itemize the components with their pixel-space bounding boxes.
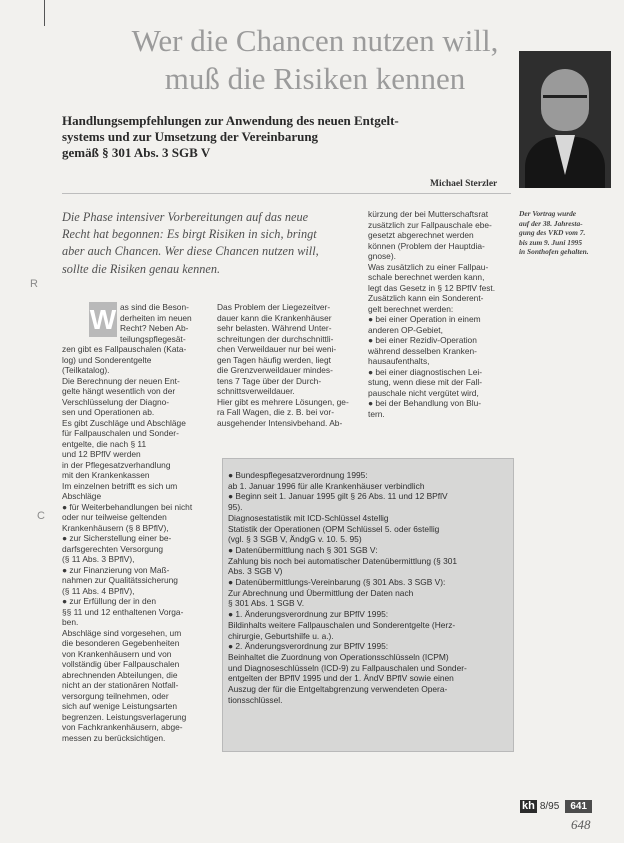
col3-line: ● bei einer Rezidiv-Operation xyxy=(368,335,477,345)
box-line: Diagnosestatistik mit ICD-Schlüssel 4stellig xyxy=(228,512,389,523)
col2-line: ausgehender Intensivbehand. Ab- xyxy=(217,417,343,428)
col1-line: messen zu berücksichtigen. xyxy=(62,732,166,743)
photo-glasses xyxy=(543,95,587,108)
col1-line: sen und Operationen ab. xyxy=(62,407,155,417)
col1-line: as sind die Beson- xyxy=(120,302,189,312)
col1-line: Im einzelnen betrifft es sich um xyxy=(62,480,178,491)
col2-line: gen Tagen häufig werden, liegt xyxy=(217,354,331,365)
col3-line: während desselben Kranken- xyxy=(368,345,477,356)
box-line: Statistik der Operationen (OPM Schlüssel 5. oder 6stellig xyxy=(228,523,440,534)
caption-line: gung des VKD vom 7. xyxy=(519,228,586,238)
journal-logo: kh xyxy=(522,800,535,812)
info-box-text xyxy=(228,470,510,705)
drop-cap: W xyxy=(89,304,117,335)
box-line: chirurgie, Geburtshilfe u. a.). xyxy=(228,630,334,641)
col3-line: pauschale nicht vergütet wird, xyxy=(368,387,479,398)
title-line-1: Wer die Chancen nutzen will, xyxy=(131,23,499,58)
box-line: ● Bundespflegesatzverordnung 1995: xyxy=(228,470,368,480)
col1-line: begrenzen. Leistungsverlagerung xyxy=(62,711,187,722)
col1-line: Abschläge xyxy=(62,491,102,501)
box-line: Beinhaltet die Zuordnung von Operationsschlüsseln (ICPM) xyxy=(228,651,449,662)
col1-line: in der Pflegesatzverhandlung xyxy=(62,459,171,470)
col1-line: Recht? Neben Ab- xyxy=(120,323,189,333)
photo-caption xyxy=(519,209,615,257)
margin-mark-r: R xyxy=(30,278,38,290)
col1-line: abrechnenden Abteilungen, die xyxy=(62,669,178,680)
col1-line: gelte hängt wesentlich von der xyxy=(62,386,176,396)
col3-line: zusätzlich zur Fallpauschale ebe- xyxy=(368,219,492,230)
col1-line: ben. xyxy=(62,617,79,627)
col1-line: oder nur teilweise geltenden xyxy=(62,512,167,522)
col1-line: Es gibt Zuschläge und Abschläge xyxy=(62,417,186,428)
author-photo xyxy=(519,51,611,188)
subtitle-line: Handlungsempfehlungen zur Anwendung des neuen Entgelt- xyxy=(62,113,399,128)
col3-line: gnose). xyxy=(368,251,396,261)
col1-line: ● zur Sicherstellung einer be- xyxy=(62,533,172,543)
col1-line: zen gibt es Fallpauschalen (Kata- xyxy=(62,344,187,354)
subtitle-line: systems und zur Umsetzung der Vereinbarung xyxy=(62,129,319,144)
col3-line: kürzung der bei Mutterschaftsrat xyxy=(368,209,489,219)
lead-paragraph xyxy=(62,209,362,278)
box-line: tionsschlüssel. xyxy=(228,694,283,705)
col1-line: nicht an der stationären Notfall- xyxy=(62,680,179,690)
box-line: ● Beginn seit 1. Januar 1995 gilt § 26 Abs. 11 und 12 BPflV xyxy=(228,491,448,502)
col1-line: von Fachkrankenhäusern, abge- xyxy=(62,722,183,732)
title-line-2: muß die Risiken kennen xyxy=(164,61,466,96)
caption-line: auf der 38. Jahresta- xyxy=(519,218,583,228)
col1-line: §§ 11 und 12 enthaltenen Vorga- xyxy=(62,606,184,617)
box-line: und Diagnoseschlüsseln (ICD-9) zu Fallpauschalen und Sonder- xyxy=(228,662,467,673)
col2-line: schreitungen der durchschnittli- xyxy=(217,333,334,344)
box-line: Auszug der für die Entgeltabgrenzung verwendeten Opera- xyxy=(228,684,448,695)
col1-line: von Krankenhäusern und von xyxy=(62,648,172,659)
col3-line: stung, wenn diese mit der Fall- xyxy=(368,377,483,387)
caption-line: in Sonthofen gehalten. xyxy=(519,247,589,257)
lead-line: aber auch Chancen. Wer diese Chancen nutzen will, xyxy=(62,244,319,259)
issue-number: 8/95 xyxy=(539,801,560,812)
body-column-1 xyxy=(62,302,204,743)
article-subtitle xyxy=(62,113,482,161)
col2-line: schnittsverweildauer. xyxy=(217,386,295,396)
col1-line: teilungspflegesät- xyxy=(120,333,186,344)
col1-line: Krankenhäusern (§ 8 BPflV), xyxy=(62,522,169,533)
col2-line: Das Problem der Liegezeitver- xyxy=(217,302,331,312)
handwritten-page-number: 648 xyxy=(571,817,591,832)
col3-line: legt das Gesetz in § 12 BPflV fest. xyxy=(368,282,496,293)
col1-line: Abschläge sind vorgesehen, um xyxy=(62,627,182,638)
col1-line: ● zur Finanzierung von Maß- xyxy=(62,564,170,575)
col1-line: derheiten im neuen xyxy=(120,312,192,323)
col1-line: und 12 BPflV werden xyxy=(62,449,141,459)
box-line: ● Datenübermittlung nach § 301 SGB V: xyxy=(228,544,378,555)
margin-mark-c: C xyxy=(37,510,45,522)
col1-line: die besonderen Gegebenheiten xyxy=(62,638,180,648)
col1-line: ● für Weiterbehandlungen bei nicht xyxy=(62,501,193,512)
box-line: ab 1. Januar 1996 für alle Krankenhäuser verbindlich xyxy=(228,480,425,491)
article-title xyxy=(120,22,510,98)
box-line: Zur Abrechnung und Übermittlung der Daten nach xyxy=(228,587,414,598)
box-line: ● Datenübermittlungs-Vereinbarung (§ 301 Abs. 3 SGB V): xyxy=(228,577,446,588)
col1-line: entgelte, die nach § 11 xyxy=(62,438,147,449)
lead-line: Recht hat begonnen: Es birgt Risiken in sich, bringt xyxy=(62,227,317,242)
box-line: 95). xyxy=(228,502,243,513)
col3-line: Zusätzlich kann ein Sonderent- xyxy=(368,293,484,303)
lead-line: Die Phase intensiver Vorbereitungen auf das neue xyxy=(62,210,309,224)
col2-line: tens 7 Tage über der Durch- xyxy=(217,375,322,386)
col1-line: Die Berechnung der neuen Ent- xyxy=(62,375,180,386)
col1-line: darfsgerechten Versorgung xyxy=(62,543,164,554)
col1-line: nahmen zur Qualitätssicherung xyxy=(62,575,178,585)
col2-line: dauer kann die Krankenhäuser xyxy=(217,312,332,323)
col3-line: ● bei einer diagnostischen Lei- xyxy=(368,366,483,377)
scan-edge-mark xyxy=(44,0,45,26)
caption-line: bis zum 9. Juni 1995 xyxy=(519,237,583,247)
col1-line: log) und Sonderentgelte xyxy=(62,354,152,365)
col1-line: (§ 11 Abs. 4 BPflV), xyxy=(62,585,135,596)
col3-line: gelt berechnet werden: xyxy=(368,303,454,314)
col2-line: chen Verweildauer nur bei weni- xyxy=(217,344,337,354)
box-line: ● 1. Änderungsverordnung zur BPflV 1995: xyxy=(228,609,389,620)
col3-line: schale berechnet werden kann, xyxy=(368,272,485,282)
col1-line: vollständig über Fallpauschalen xyxy=(62,659,180,669)
col1-line: sich auf wenige Leistungsarten xyxy=(62,701,177,711)
col3-line: ● bei der Behandlung von Blu- xyxy=(368,398,482,408)
page-number: 641 xyxy=(565,800,592,813)
body-column-3 xyxy=(368,209,508,419)
box-line: § 301 Abs. 1 SGB V. xyxy=(228,598,305,609)
box-line: Zahlung bis noch bei automatischer Datenübermittlung (§ 301 xyxy=(228,555,458,566)
col2-line: sehr belasten. Während Unter- xyxy=(217,323,332,333)
col2-line: Hier gibt es mehrere Lösungen, ge- xyxy=(217,396,349,407)
divider xyxy=(62,193,511,194)
col2-line: die Grenzverweildauer mindes- xyxy=(217,365,333,375)
subtitle-line: gemäß § 301 Abs. 3 SGB V xyxy=(62,145,211,160)
caption-line: Der Vortrag wurde xyxy=(519,209,577,218)
box-line: ● 2. Änderungsverordnung zur BPflV 1995: xyxy=(228,641,389,652)
col1-line: für Fallpauschalen und Sonder- xyxy=(62,428,179,438)
box-line: entgelten der BPflV 1995 und der 1. ÄndV BPflV sowie einen xyxy=(228,673,454,684)
col3-line: gesetzt abgerechnet werden xyxy=(368,230,474,240)
page-footer xyxy=(520,800,592,813)
lead-line: sollte die Risiken genau kennen. xyxy=(62,261,221,276)
col1-line: versorgung teilnehmen, oder xyxy=(62,690,169,701)
author-name: Michael Sterzler xyxy=(430,179,498,189)
box-line: Abs. 3 SGB V) xyxy=(228,566,283,577)
col3-line: ● bei einer Operation in einem xyxy=(368,314,481,324)
col1-line: mit den Krankenkassen xyxy=(62,470,150,480)
col3-line: anderen OP-Gebiet, xyxy=(368,324,443,335)
body-column-2 xyxy=(217,302,357,428)
box-line: Bildinhalts weitere Fallpauschalen und Sonderentgelte (Herz- xyxy=(228,619,456,630)
col3-line: können (Problem der Hauptdia- xyxy=(368,240,485,251)
col1-line: (§ 11 Abs. 3 BPflV), xyxy=(62,554,135,564)
col2-line: ra Fall Wagen, die z. B. bei vor- xyxy=(217,407,334,417)
box-line: (vgl. § 3 SGB V, ÄndgG v. 10. 5. 95) xyxy=(228,534,362,545)
col3-line: tern. xyxy=(368,408,385,419)
col1-line: ● zur Erfüllung der in den xyxy=(62,596,156,606)
col1-line: (Teilkatalog). xyxy=(62,365,110,375)
col3-line: hausaufenthalts, xyxy=(368,356,430,366)
col3-line: Was zusätzlich zu einer Fallpau- xyxy=(368,261,489,272)
col1-line: Verschlüsselung der Diagno- xyxy=(62,396,170,407)
